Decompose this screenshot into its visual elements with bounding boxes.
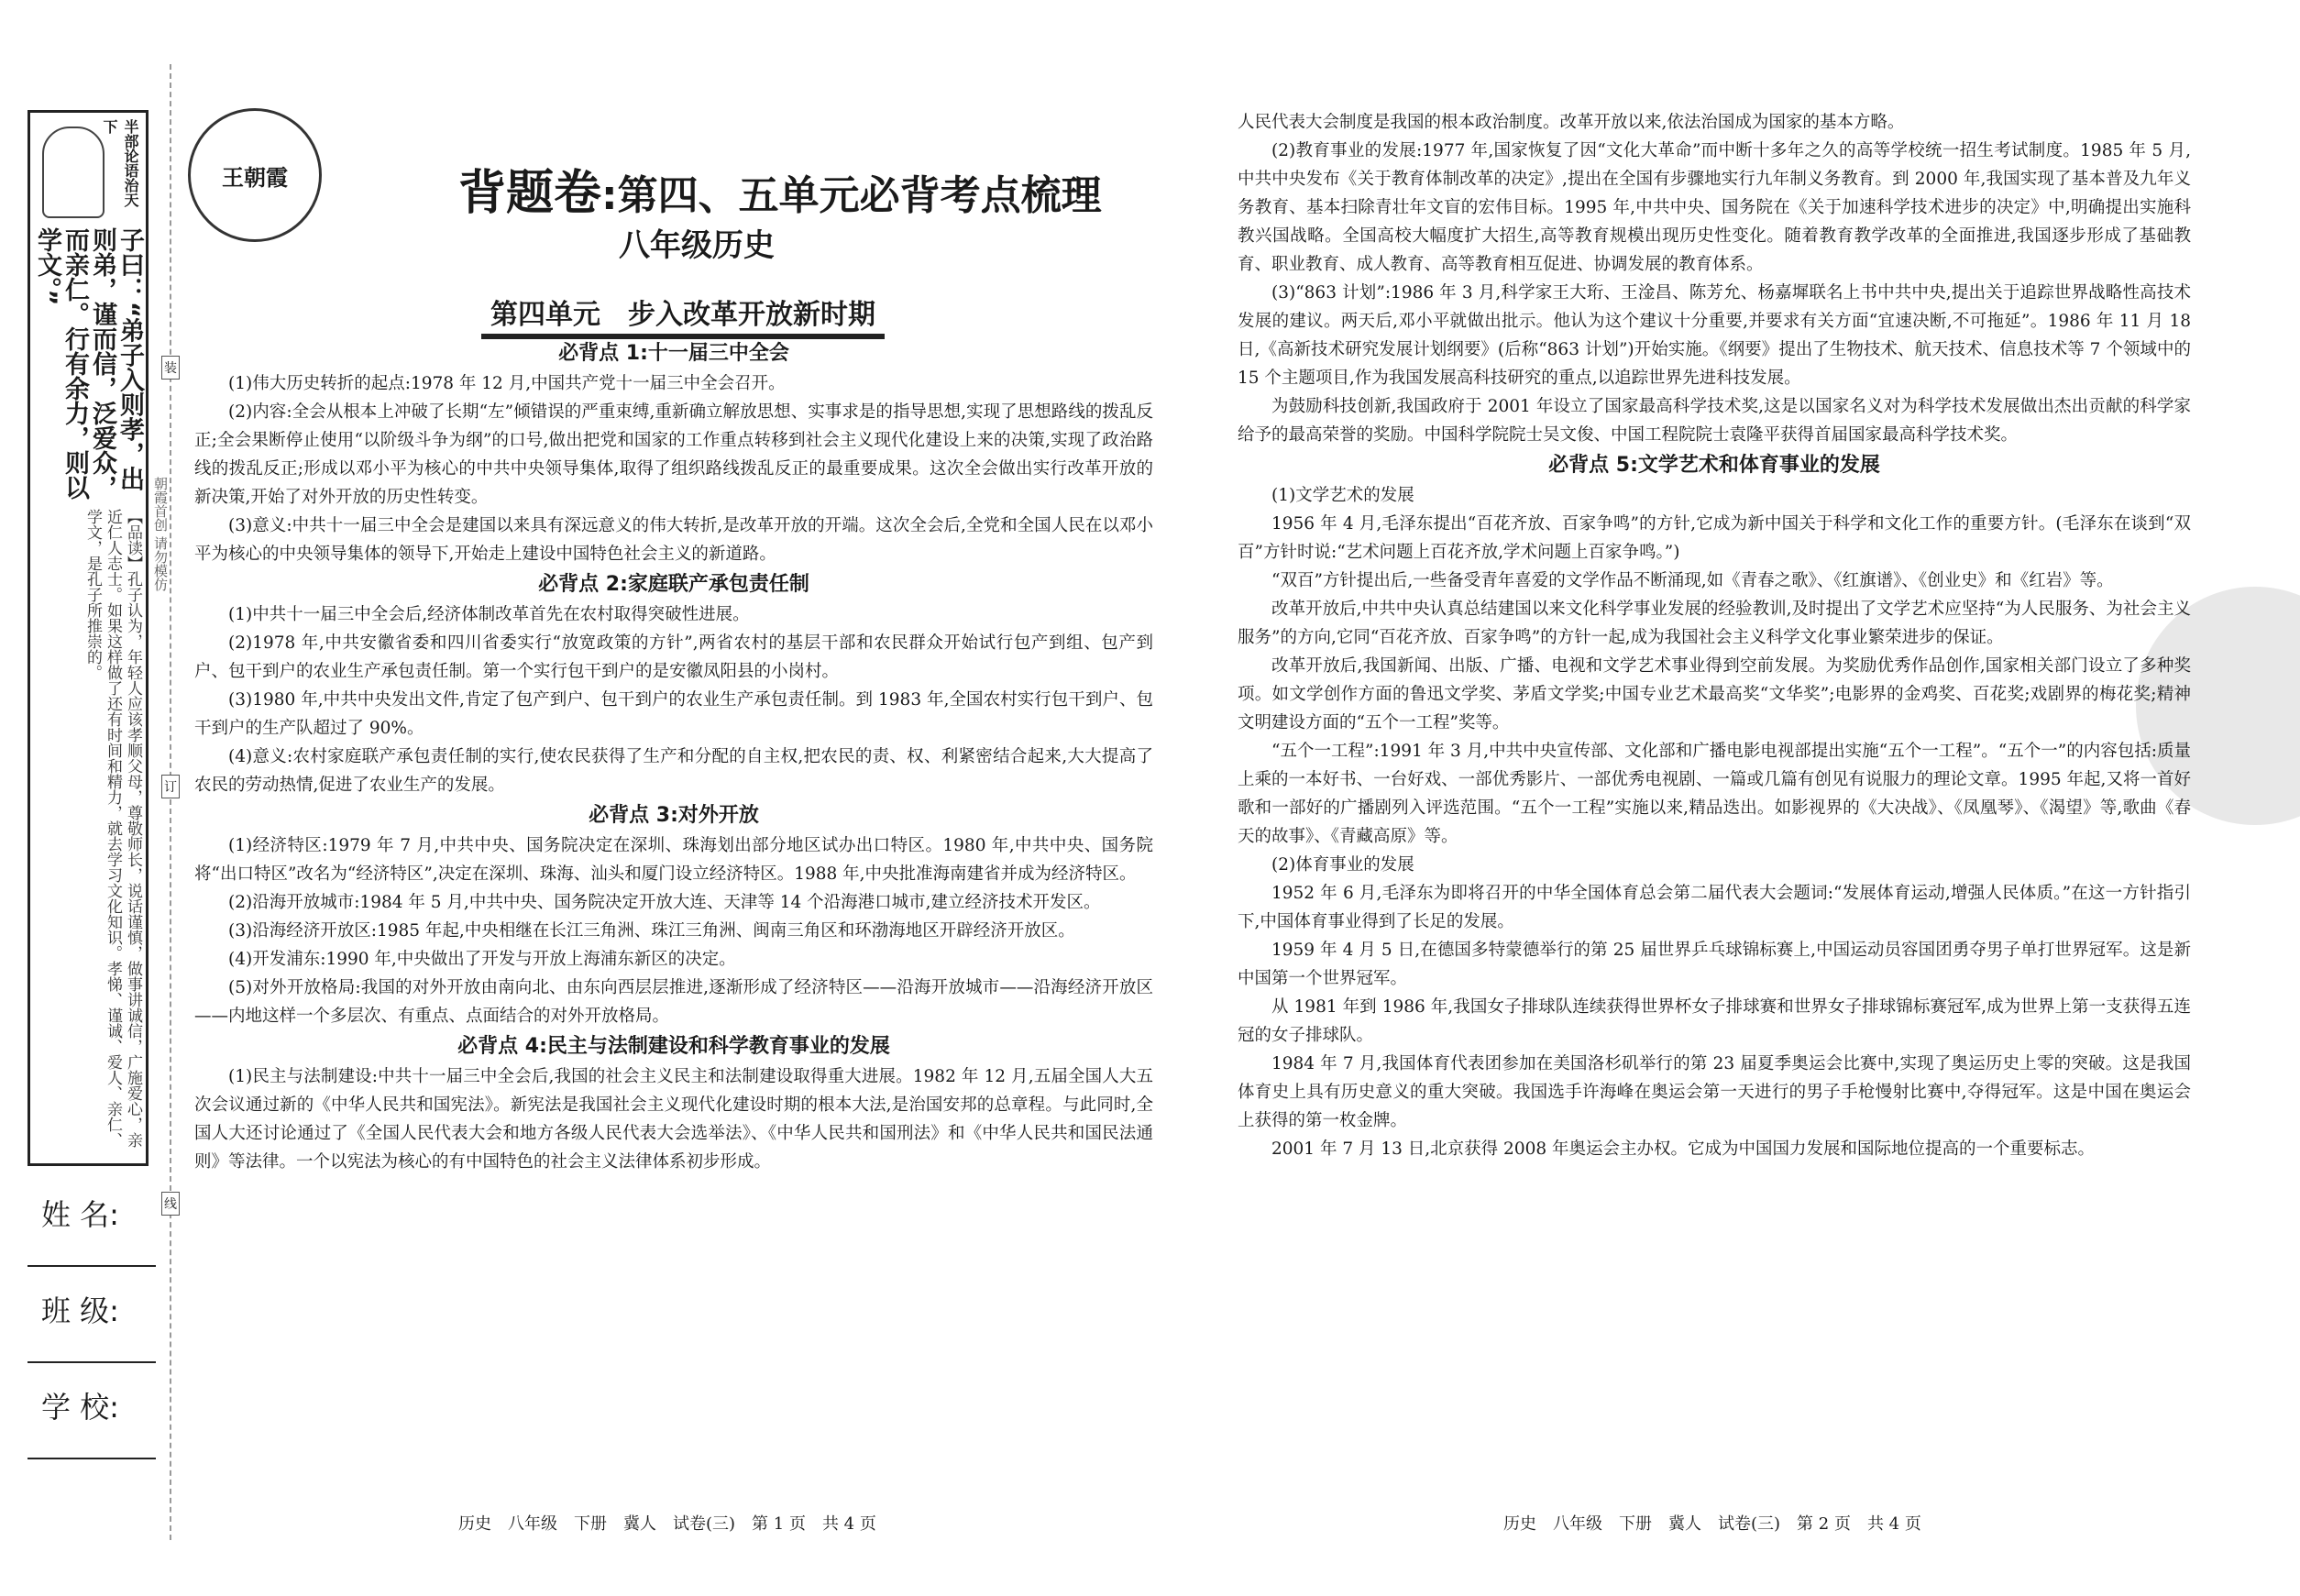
section-heading: (2)体育事业的发展 [1271, 855, 1414, 875]
class-label: 班 级: [41, 1293, 119, 1328]
cut-mark-3: 线 [161, 1192, 180, 1216]
paragraph: (2)1978 年,中共安徽省委和四川省委实行“放宽政策的方针”,两省农村的基层干部和农民群众开始试行包产到组、包产到户、包干到户的农业生产承包责任制。第一个实行包干到户的是安徽凤阳县的小岗村。 [194, 633, 1153, 681]
paragraph: 1952 年 6 月,毛泽东为即将召开的中华全国体育总会第二届代表大会题词:“发展体育运动,增强人民体质。”在这一方针指引下,中国体育事业得到了长足的发展。 [1238, 884, 2191, 931]
school-field[interactable] [28, 1458, 156, 1459]
page-2-footer: 历史 八年级 下册 冀人 试卷(三) 第 2 页 共 4 页 [1503, 1514, 1921, 1534]
paragraph: (1)民主与法制建设:中共十一届三中全会后,我国的社会主义民主和法制建设取得重大进展。1982 年 12 月,五届全国人大五次会议通过新的《中华人民共和国宪法》。新宪法是我国社会主义现代化建设时期的根本大法,是治国安邦的总章程。与此同时,全国人大还讨论通过了《全国人民代表大会和地方各级人民代表大会选举法》、《中华人民共和国刑法》和《中华人民共和国民法通则》等法律。一个以宪法为核心的有中国特色的社会主义法律体系初步形成。 [194, 1067, 1153, 1172]
page-1-footer: 历史 八年级 下册 冀人 试卷(三) 第 1 页 共 4 页 [458, 1514, 876, 1534]
confucius-quote: 子曰：“弟子入则孝，出则弟，谨而信，泛爱众，而亲仁。行有余力，则以学文。” [33, 227, 144, 500]
binding-cut-line [170, 64, 171, 1540]
name-label: 姓 名: [41, 1197, 119, 1232]
paragraph: (3)1980 年,中共中央发出文件,肯定了包产到户、包干到户的农业生产承包责任制。到 1983 年,全国农村实行包干到户、包干到户的生产队超过了 90%。 [194, 690, 1153, 738]
key-point-5-title: 必背点 5:文学艺术和体育事业的发展 [1548, 454, 1880, 477]
paragraph: 改革开放后,中共中央认真总结建国以来文化科学事业发展的经验教训,及时提出了文学艺术应坚持“为人民服务、为社会主义服务”的方向,它同“百花齐放、百家争鸣”的方针一起,成为我国社会主义科学文化事业繁荣进步的保证。 [1238, 600, 2191, 647]
class-field[interactable] [28, 1361, 156, 1363]
paragraph: 1959 年 4 月 5 日,在德国多特蒙德举行的第 25 届世界乒乓球锦标赛上,中国运动员容国团勇夺男子单打世界冠军。这是新中国第一个世界冠军。 [1238, 941, 2191, 988]
page-2-content [1238, 108, 2191, 1163]
paragraph: 2001 年 7 月 13 日,北京获得 2008 年奥运会主办权。它成为中国国力发展和国际地位提高的一个重要标志。 [1271, 1139, 2096, 1159]
paragraph: (2)教育事业的发展:1977 年,国家恢复了因“文化大革命”而中断十多年之久的高等学校统一招生考试制度。1985 年 5 月,中共中央发布《关于教育体制改革的决定》,提出在全国有步骤地实行九年制义务教育。到 2000 年,我国实现了基本普及九年义务教育、基本扫除青壮年文盲的宏伟目标。1995 年,中共中央、国务院在《关于加速科学技术进步的决定》中,明确提出实施科教兴国战略。全国高校大幅度扩大招生,高等教育规模出现历史性变化。随着教育教学改革的全面推进,我国逐步形成了基础教育、职业教育、成人教育、高等教育相互促进、协调发展的教育体系。 [1238, 141, 2191, 274]
paragraph: 1956 年 4 月,毛泽东提出“百花齐放、百家争鸣”的方针,它成为新中国关于科学和文化工作的重要方针。(毛泽东在谈到“双百”方针时说:“艺术问题上百花齐放,学术问题上百家争鸣。”) [1238, 514, 2191, 562]
paragraph: (4)意义:农村家庭联产承包责任制的实行,使农民获得了生产和分配的自主权,把农民的责、权、利紧密结合起来,大大提高了农民的劳动热情,促进了农业生产的发展。 [194, 747, 1153, 795]
motto-header [39, 119, 141, 225]
paragraph: 从 1981 年到 1986 年,我国女子排球队连续获得世界杯女子排球赛和世界女子排球锦标赛冠军,成为世界上第一支获得五连冠的女子排球队。 [1238, 997, 2191, 1045]
paragraph: “五个一工程”:1991 年 3 月,中共中央宣传部、文化部和广播电影电视部提出实施“五个一工程”。“五个一”的内容包括:质量上乘的一本好书、一台好戏、一部优秀影片、一部优秀电视剧、一篇或几篇有创见有说服力的理论文章。1995 年起,又将一首好歌和一部好的广播剧列入评选范围。“五个一工程”实施以来,精品迭出。如影视界的《大决战》、《凤凰琴》、《渴望》等,歌曲《春天的故事》、《青藏高原》等。 [1238, 742, 2191, 846]
title-rest: :第四、五单元必背考点梳理 [601, 172, 1102, 219]
school-label: 学 校: [41, 1390, 119, 1425]
paragraph: (1)中共十一届三中全会后,经济体制改革首先在农村取得突破性进展。 [228, 605, 750, 624]
key-point-2-title: 必背点 2:家庭联产承包责任制 [538, 573, 809, 596]
paragraph: (5)对外开放格局:我国的对外开放由南向北、由东向西层层推进,逐渐形成了经济特区——沿海开放城市——沿海经济开放区——内地这样一个多层次、有重点、点面结合的对外开放格局。 [194, 978, 1153, 1026]
key-point-4-title: 必背点 4:民主与法制建设和科学教育事业的发展 [457, 1035, 890, 1058]
key-point-1-title: 必背点 1:十一届三中全会 [558, 342, 789, 365]
paragraph: (2)沿海开放城市:1984 年 5 月,中共中央、国务院决定开放大连、天津等 14 个沿海港口城市,建立经济技术开发区。 [228, 893, 1101, 912]
paragraph: (3)沿海经济开放区:1985 年起,中央相继在长江三角洲、珠江三角洲、闽南三角区和环渤海地区开辟经济开放区。 [228, 921, 1075, 941]
brand-logo: 王朝霞 [188, 108, 322, 242]
page-1-content [194, 337, 1153, 1176]
cut-mark-2: 订 [161, 775, 180, 798]
paragraph: “双百”方针提出后,一些备受青年喜爱的文学作品不断涌现,如《青春之歌》、《红旗谱》、《创业史》和《红岩》等。 [1271, 571, 2114, 590]
brand-note: 朝霞首创 请勿模仿 [152, 477, 169, 591]
subject-subtitle: 八年级历史 [619, 227, 775, 264]
paragraph: (4)开发浦东:1990 年,中央做出了开发与开放上海浦东新区的决定。 [228, 950, 736, 969]
motto-title: 半部论语治天下 [101, 119, 139, 207]
paragraph: (1)经济特区:1979 年 7 月,中共中央、国务院决定在深圳、珠海划出部分地区试办出口特区。1980 年,中共中央、国务院将“出口特区”改名为“经济特区”,决定在深圳、珠海、汕头和厦门设立经济特区。1988 年,中央批准海南建省并成为经济特区。 [194, 836, 1153, 884]
key-point-3-title: 必背点 3:对外开放 [589, 804, 759, 827]
quote-commentary: 【品读】孔子认为，年轻人应该孝顺父母，尊敬师长，说话谨慎，做事讲诚信，广施爱心，亲近仁人志士。如果这样做了还有时间和精力，就去学习文化知识。孝悌、谨诚、爱人、亲仁、学文，是孔子所推崇的。 [83, 509, 142, 1148]
cut-mark-1: 装 [161, 356, 180, 380]
paragraph: (3)“863 计划”:1986 年 3 月,科学家王大珩、王淦昌、陈芳允、杨嘉墀联名上书中共中央,提出关于追踪世界战略性高技术发展的建议。两天后,邓小平就做出批示。他认为这个建议十分重要,并要求有关方面“宜速决断,不可拖延”。1986 年 11 月 18 日,《高新技术研究发展计划纲要》(后称“863 计划”)开始实施。《纲要》提出了生物技术、航天技术、信息技术等 7 个领域中的 15 个主题项目,作为我国发展高科技研究的重点,以追踪世界先进科技发展。 [1238, 283, 2191, 388]
paragraph: 改革开放后,我国新闻、出版、广播、电视和文学艺术事业得到空前发展。为奖励优秀作品创作,国家相关部门设立了多种奖项。如文学创作方面的鲁迅文学奖、茅盾文学奖;中国专业艺术最高奖“文华奖”;电影界的金鸡奖、百花奖;戏剧界的梅花奖;精神文明建设方面的“五个一工程”奖等。 [1238, 656, 2191, 732]
section-heading: (1)文学艺术的发展 [1271, 486, 1414, 505]
title-main: 背题卷 [458, 166, 602, 221]
unit-title: 第四单元 步入改革开放新时期 [481, 292, 885, 339]
confucius-figure-icon [42, 127, 105, 218]
page-title [458, 154, 1102, 223]
paragraph: (3)意义:中共十一届三中全会是建国以来具有深远意义的伟大转折,是改革开放的开端。这次全会后,全党和全国人民在以邓小平为核心的中央领导集体的领导下,开始走上建设中国特色社会主义的新道路。 [194, 516, 1153, 564]
paragraph: 为鼓励科技创新,我国政府于 2001 年设立了国家最高科学技术奖,这是以国家名义对为科学技术发展做出杰出贡献的科学家给予的最高荣誉的奖励。中国科学院院士吴文俊、中国工程院院士袁隆平获得首届国家最高科学技术奖。 [1238, 397, 2191, 445]
paragraph: 1984 年 7 月,我国体育代表团参加在美国洛杉矶举行的第 23 届夏季奥运会比赛中,实现了奥运历史上零的突破。这是我国体育史上具有历史意义的重大突破。我国选手许海峰在奥运会第一天进行的男子手枪慢射比赛中,夺得冠军。这是中国在奥运会上获得的第一枚金牌。 [1238, 1054, 2191, 1130]
name-field[interactable] [28, 1265, 156, 1267]
paragraph: (2)内容:全会从根本上冲破了长期“左”倾错误的严重束缚,重新确立解放思想、实事求是的指导思想,实现了思想路线的拨乱反正;全会果断停止使用“以阶级斗争为纲”的口号,做出把党和国家的工作重点转移到社会主义现代化建设上来的决策,实现了政治路线的拨乱反正;形成以邓小平为核心的中共中央领导集体,取得了组织路线拨乱反正的最重要成果。这次全会做出实行改革开放的新决策,开始了对外开放的历史性转变。 [194, 402, 1153, 507]
paragraph: 人民代表大会制度是我国的根本政治制度。改革开放以来,依法治国成为国家的基本方略。 [1238, 113, 1905, 132]
paragraph: (1)伟大历史转折的起点:1978 年 12 月,中国共产党十一届三中全会召开。 [228, 374, 786, 393]
